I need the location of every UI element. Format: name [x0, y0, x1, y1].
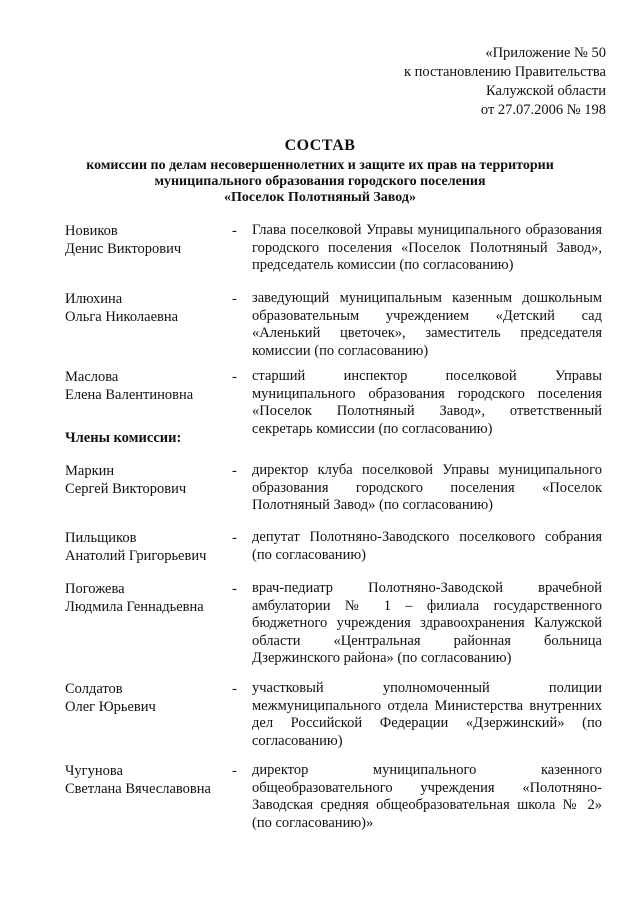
subtitle-line: комиссии по делам несовершеннолетних и защите их прав на территории: [86, 158, 554, 173]
member-role: Глава поселковой Управы муниципального образования городского поселения «Поселок Полотняный Завод», председатель комиссии (по согласованию): [252, 222, 602, 273]
dash: -: [232, 530, 237, 546]
member-name: [65, 762, 225, 798]
appendix-number: «Приложение № 50: [485, 45, 606, 61]
dash: -: [232, 681, 237, 697]
member-role: врач-педиатр Полотняно-Заводской врачебной амбулатории № 1 – филиала государственного бюджетного учреждения здравоохранения Калужской области «Центральная районная больница Дзержинского района» (по согласованию): [252, 580, 602, 666]
member-given-name: Елена Валентиновна: [65, 387, 194, 403]
appendix-region: Калужской области: [486, 83, 606, 99]
member-role: директор клуба поселковой Управы муниципального образования городского поселения «Поселок Полотняный Завод» (по согласованию): [252, 462, 602, 513]
member-surname: Илюхина: [65, 291, 123, 307]
member-given-name: Анатолий Григорьевич: [65, 548, 207, 564]
member-role: депутат Полотняно-Заводского поселкового собрания (по согласованию): [252, 529, 602, 563]
member-surname: Маркин: [65, 463, 115, 479]
member-given-name: Сергей Викторович: [65, 481, 187, 497]
member-name: [65, 529, 225, 565]
document-title: СОСТАВ: [284, 137, 356, 154]
member-surname: Солдатов: [65, 681, 123, 697]
subtitle-line: «Поселок Полотняный Завод»: [224, 190, 416, 205]
member-role: заведующий муниципальным казенным дошкольным образовательным учреждением «Детский сад «Аленький цветочек», заместитель председателя комиссии (по согласованию): [252, 290, 602, 359]
dash: -: [232, 291, 237, 307]
member-given-name: Ольга Николаевна: [65, 309, 179, 325]
member-given-name: Людмила Геннадьевна: [65, 599, 204, 615]
member-given-name: Олег Юрьевич: [65, 699, 156, 715]
member-given-name: Денис Викторович: [65, 241, 182, 257]
member-surname: Пильщиков: [65, 530, 137, 546]
document-subtitle: [60, 158, 580, 206]
member-surname: Погожева: [65, 581, 125, 597]
member-role: участковый уполномоченный полиции межмуниципального отдела Министерства внутренних дел Российской Федерации «Дзержинский» (по согласованию): [252, 680, 602, 749]
member-role: старший инспектор поселковой Управы муниципального образования городского поселения «Поселок Полотняный Завод», ответственный секретарь комиссии (по согласованию): [252, 368, 602, 437]
dash: -: [232, 223, 237, 239]
dash: -: [232, 763, 237, 779]
member-name: [65, 222, 225, 258]
dash: -: [232, 369, 237, 385]
member-surname: Маслова: [65, 369, 119, 385]
member-name: [65, 368, 225, 404]
member-given-name: Светлана Вячеславовна: [65, 781, 211, 797]
appendix-date: от 27.07.2006 № 198: [480, 102, 606, 118]
member-surname: Чугунова: [65, 763, 123, 779]
member-name: [65, 680, 225, 716]
appendix-header: [404, 44, 606, 120]
dash: -: [232, 581, 237, 597]
member-role: директор муниципального казенного общеобразовательного учреждения «Полотняно-Заводская средняя общеобразовательная школа № 2» (по согласованию)»: [252, 762, 602, 831]
member-name: [65, 462, 225, 498]
member-name: [65, 580, 225, 616]
members-heading: Члены комиссии:: [65, 430, 182, 446]
subtitle-line: муниципального образования городского поселения: [154, 174, 486, 189]
member-name: [65, 290, 225, 326]
member-surname: Новиков: [65, 223, 118, 239]
dash: -: [232, 463, 237, 479]
appendix-resolution: к постановлению Правительства: [404, 64, 606, 80]
